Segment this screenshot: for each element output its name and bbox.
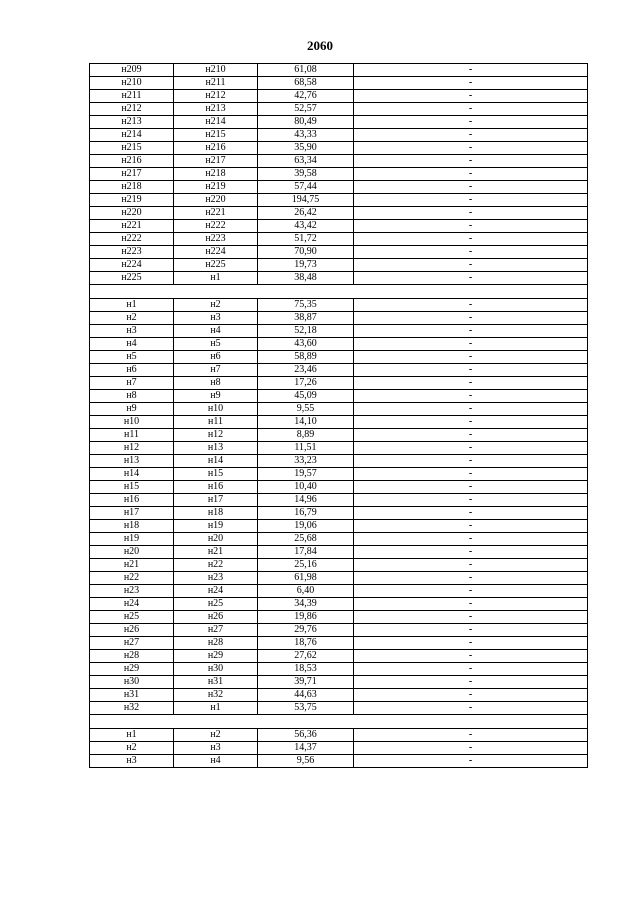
table-row (90, 650, 588, 663)
note-cell: - (354, 403, 588, 416)
to-point-cell: н2 (174, 299, 258, 312)
note-cell: - (354, 533, 588, 546)
table-row (90, 246, 588, 259)
to-point-cell: н20 (174, 533, 258, 546)
from-point-cell: н9 (90, 403, 174, 416)
from-point-cell: н217 (90, 168, 174, 181)
table-row (90, 351, 588, 364)
from-point-cell: н17 (90, 507, 174, 520)
from-point-cell: н5 (90, 351, 174, 364)
from-point-cell: н220 (90, 207, 174, 220)
distance-cell: 9,56 (258, 755, 354, 768)
table-row (90, 546, 588, 559)
to-point-cell: н14 (174, 455, 258, 468)
from-point-cell: н2 (90, 312, 174, 325)
distance-cell: 42,76 (258, 90, 354, 103)
table-row (90, 364, 588, 377)
to-point-cell: н6 (174, 351, 258, 364)
from-point-cell: н11 (90, 429, 174, 442)
table-row (90, 729, 588, 742)
to-point-cell: н21 (174, 546, 258, 559)
distance-cell: 19,86 (258, 611, 354, 624)
note-cell: - (354, 481, 588, 494)
table-row (90, 103, 588, 116)
from-point-cell: н219 (90, 194, 174, 207)
to-point-cell: н5 (174, 338, 258, 351)
distance-cell: 63,34 (258, 155, 354, 168)
to-point-cell: н225 (174, 259, 258, 272)
note-cell: - (354, 181, 588, 194)
table-row (90, 520, 588, 533)
table-row (90, 611, 588, 624)
distance-cell: 58,89 (258, 351, 354, 364)
distance-cell: 56,36 (258, 729, 354, 742)
from-point-cell: н223 (90, 246, 174, 259)
distance-cell: 19,57 (258, 468, 354, 481)
to-point-cell: н16 (174, 481, 258, 494)
note-cell: - (354, 233, 588, 246)
from-point-cell: н31 (90, 689, 174, 702)
from-point-cell: н4 (90, 338, 174, 351)
distance-cell: 10,40 (258, 481, 354, 494)
from-point-cell: н6 (90, 364, 174, 377)
to-point-cell: н23 (174, 572, 258, 585)
note-cell: - (354, 598, 588, 611)
distance-cell: 44,63 (258, 689, 354, 702)
table-row (90, 742, 588, 755)
boundary-distance-table (89, 63, 588, 768)
distance-cell: 29,76 (258, 624, 354, 637)
from-point-cell: н210 (90, 77, 174, 90)
distance-cell: 9,55 (258, 403, 354, 416)
from-point-cell: н213 (90, 116, 174, 129)
table-row (90, 585, 588, 598)
from-point-cell: н15 (90, 481, 174, 494)
separator-cell (90, 715, 588, 729)
table-row (90, 572, 588, 585)
from-point-cell: н222 (90, 233, 174, 246)
note-cell: - (354, 611, 588, 624)
note-cell: - (354, 377, 588, 390)
distance-cell: 6,40 (258, 585, 354, 598)
table-row (90, 559, 588, 572)
distance-cell: 25,68 (258, 533, 354, 546)
note-cell: - (354, 194, 588, 207)
table-row (90, 702, 588, 715)
to-point-cell: н15 (174, 468, 258, 481)
table-row (90, 455, 588, 468)
from-point-cell: н1 (90, 299, 174, 312)
to-point-cell: н215 (174, 129, 258, 142)
table-row (90, 429, 588, 442)
from-point-cell: н224 (90, 259, 174, 272)
from-point-cell: н28 (90, 650, 174, 663)
distance-cell: 43,60 (258, 338, 354, 351)
distance-cell: 52,57 (258, 103, 354, 116)
note-cell: - (354, 246, 588, 259)
to-point-cell: н4 (174, 755, 258, 768)
page-number: 2060 (307, 38, 333, 53)
distance-cell: 35,90 (258, 142, 354, 155)
to-point-cell: н4 (174, 325, 258, 338)
from-point-cell: н7 (90, 377, 174, 390)
from-point-cell: н1 (90, 729, 174, 742)
to-point-cell: н1 (174, 702, 258, 715)
note-cell: - (354, 364, 588, 377)
from-point-cell: н23 (90, 585, 174, 598)
distance-cell: 19,73 (258, 259, 354, 272)
distance-cell: 61,08 (258, 64, 354, 77)
distance-cell: 61,98 (258, 572, 354, 585)
from-point-cell: н2 (90, 742, 174, 755)
from-point-cell: н225 (90, 272, 174, 285)
table-row (90, 116, 588, 129)
distance-cell: 33,23 (258, 455, 354, 468)
note-cell: - (354, 338, 588, 351)
note-cell: - (354, 351, 588, 364)
from-point-cell: н25 (90, 611, 174, 624)
note-cell: - (354, 207, 588, 220)
block-separator-row (90, 285, 588, 299)
note-cell: - (354, 546, 588, 559)
distance-cell: 23,46 (258, 364, 354, 377)
from-point-cell: н14 (90, 468, 174, 481)
table-row (90, 64, 588, 77)
distance-cell: 194,75 (258, 194, 354, 207)
to-point-cell: н11 (174, 416, 258, 429)
from-point-cell: н21 (90, 559, 174, 572)
to-point-cell: н221 (174, 207, 258, 220)
table-row (90, 689, 588, 702)
table-row (90, 325, 588, 338)
note-cell: - (354, 116, 588, 129)
to-point-cell: н9 (174, 390, 258, 403)
table-row (90, 533, 588, 546)
distance-cell: 43,33 (258, 129, 354, 142)
to-point-cell: н19 (174, 520, 258, 533)
to-point-cell: н29 (174, 650, 258, 663)
to-point-cell: н3 (174, 742, 258, 755)
note-cell: - (354, 77, 588, 90)
note-cell: - (354, 637, 588, 650)
note-cell: - (354, 442, 588, 455)
table-row (90, 129, 588, 142)
table-row (90, 481, 588, 494)
note-cell: - (354, 168, 588, 181)
from-point-cell: н211 (90, 90, 174, 103)
note-cell: - (354, 742, 588, 755)
table-row (90, 416, 588, 429)
to-point-cell: н210 (174, 64, 258, 77)
note-cell: - (354, 729, 588, 742)
distance-cell: 68,58 (258, 77, 354, 90)
to-point-cell: н18 (174, 507, 258, 520)
from-point-cell: н209 (90, 64, 174, 77)
note-cell: - (354, 507, 588, 520)
distance-cell: 14,10 (258, 416, 354, 429)
to-point-cell: н26 (174, 611, 258, 624)
note-cell: - (354, 585, 588, 598)
note-cell: - (354, 429, 588, 442)
note-cell: - (354, 325, 588, 338)
table-row (90, 598, 588, 611)
to-point-cell: н224 (174, 246, 258, 259)
table-row (90, 390, 588, 403)
distance-cell: 38,48 (258, 272, 354, 285)
distance-cell: 17,26 (258, 377, 354, 390)
table-row (90, 676, 588, 689)
to-point-cell: н220 (174, 194, 258, 207)
note-cell: - (354, 755, 588, 768)
to-point-cell: н7 (174, 364, 258, 377)
table-body (90, 64, 588, 768)
to-point-cell: н218 (174, 168, 258, 181)
note-cell: - (354, 390, 588, 403)
block-separator-row (90, 715, 588, 729)
from-point-cell: н13 (90, 455, 174, 468)
table-row (90, 624, 588, 637)
note-cell: - (354, 494, 588, 507)
to-point-cell: н8 (174, 377, 258, 390)
to-point-cell: н222 (174, 220, 258, 233)
to-point-cell: н3 (174, 312, 258, 325)
to-point-cell: н213 (174, 103, 258, 116)
note-cell: - (354, 312, 588, 325)
from-point-cell: н26 (90, 624, 174, 637)
table-row (90, 259, 588, 272)
table-row (90, 207, 588, 220)
table-row (90, 663, 588, 676)
note-cell: - (354, 64, 588, 77)
distance-cell: 34,39 (258, 598, 354, 611)
note-cell: - (354, 142, 588, 155)
distance-cell: 57,44 (258, 181, 354, 194)
note-cell: - (354, 663, 588, 676)
from-point-cell: н221 (90, 220, 174, 233)
table-row (90, 272, 588, 285)
table-row (90, 312, 588, 325)
note-cell: - (354, 129, 588, 142)
table-row (90, 142, 588, 155)
from-point-cell: н24 (90, 598, 174, 611)
to-point-cell: н1 (174, 272, 258, 285)
distance-cell: 43,42 (258, 220, 354, 233)
note-cell: - (354, 702, 588, 715)
to-point-cell: н17 (174, 494, 258, 507)
table-row (90, 755, 588, 768)
from-point-cell: н22 (90, 572, 174, 585)
to-point-cell: н30 (174, 663, 258, 676)
from-point-cell: н218 (90, 181, 174, 194)
from-point-cell: н215 (90, 142, 174, 155)
distance-cell: 52,18 (258, 325, 354, 338)
note-cell: - (354, 455, 588, 468)
from-point-cell: н3 (90, 325, 174, 338)
to-point-cell: н10 (174, 403, 258, 416)
distance-cell: 16,79 (258, 507, 354, 520)
from-point-cell: н16 (90, 494, 174, 507)
table-row (90, 403, 588, 416)
note-cell: - (354, 220, 588, 233)
distance-cell: 18,76 (258, 637, 354, 650)
distance-cell: 53,75 (258, 702, 354, 715)
distance-cell: 80,49 (258, 116, 354, 129)
distance-cell: 11,51 (258, 442, 354, 455)
to-point-cell: н12 (174, 429, 258, 442)
from-point-cell: н10 (90, 416, 174, 429)
to-point-cell: н211 (174, 77, 258, 90)
note-cell: - (354, 155, 588, 168)
to-point-cell: н223 (174, 233, 258, 246)
table-row (90, 194, 588, 207)
table-row (90, 442, 588, 455)
note-cell: - (354, 689, 588, 702)
note-cell: - (354, 572, 588, 585)
distance-cell: 25,16 (258, 559, 354, 572)
to-point-cell: н22 (174, 559, 258, 572)
from-point-cell: н20 (90, 546, 174, 559)
from-point-cell: н214 (90, 129, 174, 142)
to-point-cell: н212 (174, 90, 258, 103)
table-row (90, 338, 588, 351)
distance-cell: 45,09 (258, 390, 354, 403)
table-row (90, 377, 588, 390)
from-point-cell: н32 (90, 702, 174, 715)
from-point-cell: н8 (90, 390, 174, 403)
to-point-cell: н2 (174, 729, 258, 742)
table-row (90, 77, 588, 90)
to-point-cell: н214 (174, 116, 258, 129)
from-point-cell: н3 (90, 755, 174, 768)
table-row (90, 181, 588, 194)
distance-cell: 51,72 (258, 233, 354, 246)
to-point-cell: н216 (174, 142, 258, 155)
table-row (90, 90, 588, 103)
from-point-cell: н27 (90, 637, 174, 650)
from-point-cell: н18 (90, 520, 174, 533)
to-point-cell: н27 (174, 624, 258, 637)
from-point-cell: н216 (90, 155, 174, 168)
note-cell: - (354, 103, 588, 116)
distance-cell: 39,71 (258, 676, 354, 689)
note-cell: - (354, 559, 588, 572)
to-point-cell: н32 (174, 689, 258, 702)
table-row (90, 233, 588, 246)
table-row (90, 507, 588, 520)
from-point-cell: н19 (90, 533, 174, 546)
table-row (90, 299, 588, 312)
distance-cell: 39,58 (258, 168, 354, 181)
to-point-cell: н24 (174, 585, 258, 598)
note-cell: - (354, 650, 588, 663)
distance-cell: 26,42 (258, 207, 354, 220)
note-cell: - (354, 299, 588, 312)
table-row (90, 468, 588, 481)
table-row (90, 155, 588, 168)
distance-cell: 38,87 (258, 312, 354, 325)
distance-cell: 18,53 (258, 663, 354, 676)
table-row (90, 494, 588, 507)
from-point-cell: н29 (90, 663, 174, 676)
note-cell: - (354, 468, 588, 481)
to-point-cell: н217 (174, 155, 258, 168)
distance-cell: 70,90 (258, 246, 354, 259)
distance-cell: 27,62 (258, 650, 354, 663)
table-row (90, 637, 588, 650)
note-cell: - (354, 90, 588, 103)
table-row (90, 168, 588, 181)
table-row (90, 220, 588, 233)
distance-cell: 19,06 (258, 520, 354, 533)
to-point-cell: н25 (174, 598, 258, 611)
note-cell: - (354, 676, 588, 689)
separator-cell (90, 285, 588, 299)
distance-cell: 17,84 (258, 546, 354, 559)
distance-cell: 8,89 (258, 429, 354, 442)
note-cell: - (354, 259, 588, 272)
to-point-cell: н28 (174, 637, 258, 650)
note-cell: - (354, 416, 588, 429)
from-point-cell: н30 (90, 676, 174, 689)
note-cell: - (354, 520, 588, 533)
distance-cell: 14,37 (258, 742, 354, 755)
distance-cell: 14,96 (258, 494, 354, 507)
from-point-cell: н12 (90, 442, 174, 455)
distance-cell: 75,35 (258, 299, 354, 312)
note-cell: - (354, 272, 588, 285)
to-point-cell: н31 (174, 676, 258, 689)
to-point-cell: н13 (174, 442, 258, 455)
note-cell: - (354, 624, 588, 637)
from-point-cell: н212 (90, 103, 174, 116)
to-point-cell: н219 (174, 181, 258, 194)
